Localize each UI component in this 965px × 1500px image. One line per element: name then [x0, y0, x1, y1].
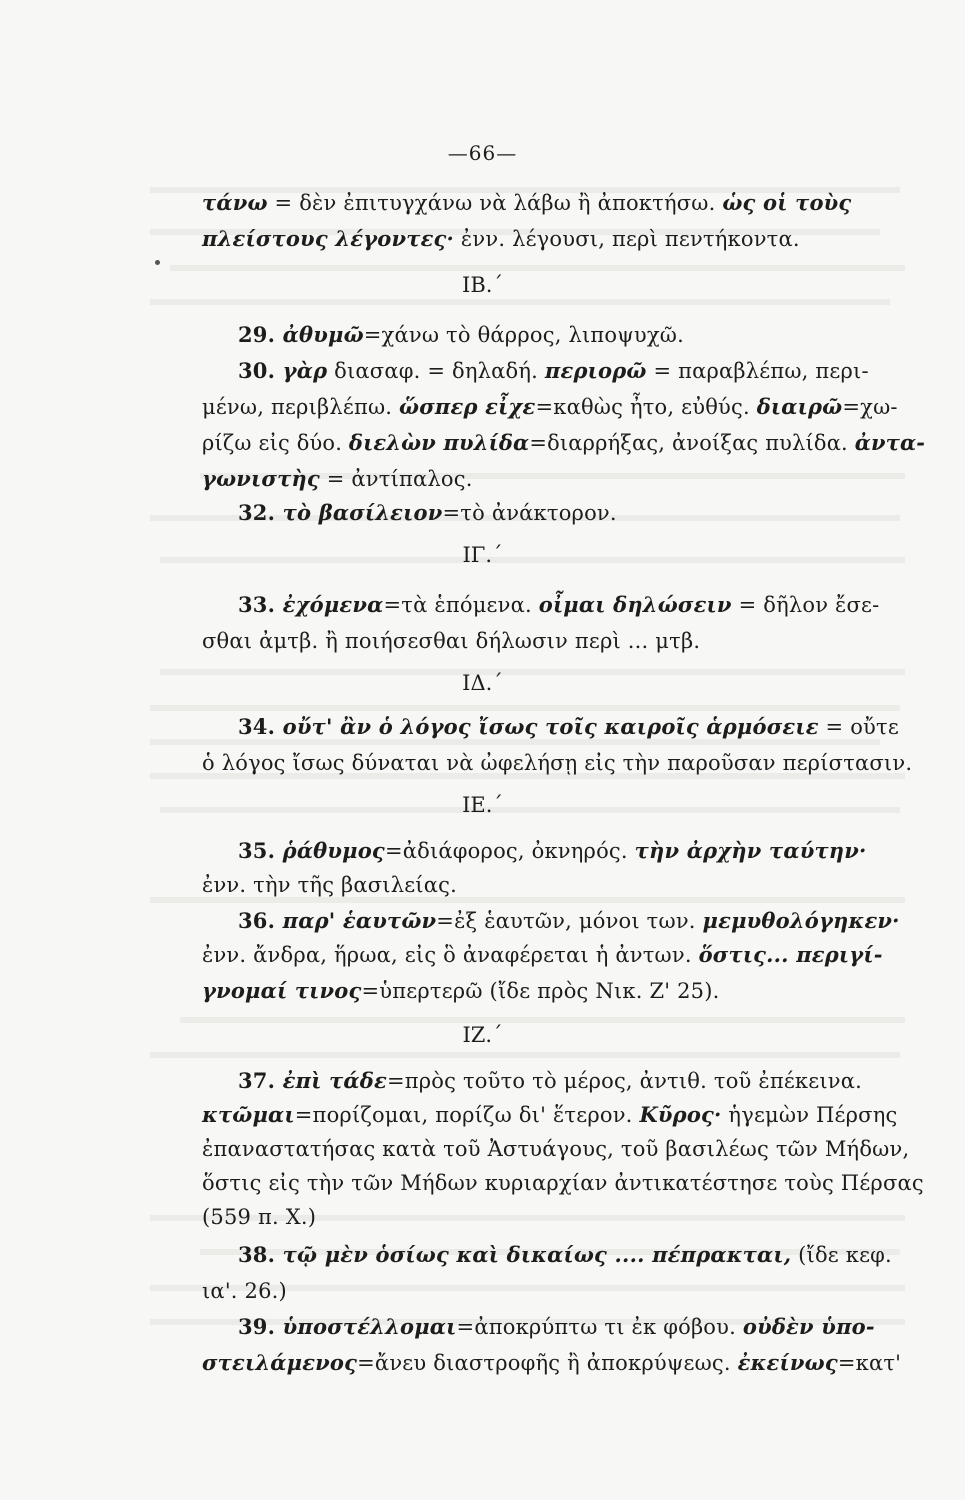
gloss: σθαι ἀμτβ. ἢ ποιήσεσθαι δήλωσιν περὶ ... μτβ.	[202, 629, 701, 653]
gloss: ὁ λόγος ἴσως δύναται νὰ ὠφελήσῃ εἰς τὴν παροῦσαν περίστασιν.	[202, 751, 913, 775]
gloss: διασαφ. = δηλαδή.	[327, 359, 545, 383]
lemma: μεμυθολόγηκεν·	[702, 908, 900, 933]
text-line-9	[238, 590, 879, 620]
text-line-15	[238, 906, 900, 936]
gloss: =χάνω τὸ θάρρος, λιποψυχῶ.	[363, 323, 684, 347]
note-number: 30.	[238, 358, 283, 383]
lemma: στειλάμενος	[202, 1350, 358, 1375]
lemma: ἀθυμῶ	[282, 322, 364, 347]
lemma: τὴν ἀρχὴν ταύτην·	[634, 838, 867, 863]
gloss: ρίζω εἰς δύο.	[202, 431, 349, 455]
text-line-24	[202, 1276, 287, 1306]
text-line-3	[238, 320, 684, 350]
lemma: διαιρῶ	[756, 394, 843, 419]
text-line-21	[202, 1168, 924, 1198]
gloss: = οὔτε	[818, 715, 899, 739]
gloss: μένω, περιβλέπω.	[202, 395, 400, 419]
text-line-2	[202, 224, 800, 254]
text-line-13	[238, 836, 867, 866]
lemma: ἐκείνως	[737, 1350, 838, 1375]
gloss: (559 π. Χ.)	[202, 1205, 317, 1229]
text-line-25	[238, 1312, 875, 1342]
lemma: τάνω	[202, 190, 268, 215]
lemma: ἀντα-	[854, 430, 926, 455]
text-line-26	[202, 1348, 901, 1378]
note-number: 34.	[238, 714, 283, 739]
text-line-18	[238, 1066, 862, 1096]
text-line-16	[202, 940, 883, 970]
note-number: 36.	[238, 908, 283, 933]
section-heading-ib: ΙΒ.´	[462, 273, 503, 297]
note-number: 39.	[238, 1314, 283, 1339]
text-line-22	[202, 1202, 316, 1232]
lemma: οὔτ' ἂν ὁ λόγος ἴσως τοῖς καιροῖς ἁρμόσειε	[282, 714, 819, 739]
text-line-14	[202, 870, 457, 900]
gloss: ια'. 26.)	[202, 1279, 287, 1303]
gloss: =τὰ ἑπόμενα.	[383, 593, 539, 617]
lemma: ῥάθυμος	[282, 838, 385, 863]
gloss: =πρὸς τοῦτο τὸ μέρος, ἀντιθ. τοῦ ἐπέκεινα.	[386, 1069, 862, 1093]
gloss: = δὲν ἐπιτυγχάνω νὰ λάβω ἢ ἀποκτήσω.	[267, 191, 723, 215]
section-heading-iz: ΙΖ.´	[462, 1023, 503, 1047]
note-number: 33.	[238, 592, 283, 617]
text-line-10	[202, 626, 700, 656]
lemma: ὑποστέλλομαι	[282, 1314, 457, 1339]
gloss: ἡγεμὼν Πέρσης	[721, 1103, 898, 1127]
gloss: ἐνν. ἄνδρα, ἥρωα, εἰς ὃ ἀναφέρεται ἡ ἀντων.	[202, 943, 699, 967]
lemma: κτῶμαι	[202, 1102, 295, 1127]
text-line-8	[238, 498, 617, 528]
gloss: =διαρρήξας, ἀνοίξας πυλίδα.	[529, 431, 855, 455]
text-line-7	[202, 464, 473, 494]
text-line-12	[202, 748, 912, 778]
gloss: = δῆλον ἔσε-	[731, 593, 880, 617]
page-number: —66—	[447, 141, 518, 165]
section-heading-ie: ΙΕ.´	[462, 793, 503, 817]
gloss: = ἀντίπαλος.	[319, 467, 473, 491]
lemma: γὰρ	[282, 358, 328, 383]
gloss: = παραβλέπω, περι-	[646, 359, 869, 383]
lemma: ὡς οἱ τοὺς	[722, 190, 852, 215]
gloss: =ἐξ ἑαυτῶν, μόνοι των.	[436, 909, 703, 933]
note-number: 38.	[238, 1242, 283, 1267]
text-line-19	[202, 1100, 897, 1130]
note-number: 37.	[238, 1068, 283, 1093]
lemma: γωνιστὴς	[202, 466, 320, 491]
section-heading-ig: ΙΓ.´	[462, 543, 503, 567]
text-line-6	[202, 428, 925, 458]
note-number: 32.	[238, 500, 283, 525]
lemma: περιορῶ	[544, 358, 647, 383]
text-line-4	[238, 356, 869, 386]
lemma: ὅστις... περιγί-	[698, 942, 883, 967]
lemma: ὥσπερ εἶχε	[399, 394, 536, 419]
text-line-17	[202, 976, 720, 1006]
text-line-23	[238, 1240, 892, 1270]
text-line-1	[202, 188, 851, 218]
gloss: =χω-	[842, 395, 898, 419]
lemma: Κῦρος·	[639, 1102, 722, 1127]
lemma: πλείστους λέγοντες·	[202, 226, 455, 251]
gloss: ἐπαναστατήσας κατὰ τοῦ Ἀστυάγους, τοῦ βασιλέως τῶν Μήδων,	[202, 1137, 910, 1161]
text-line-20	[202, 1134, 909, 1164]
section-heading-id: ΙΔ.´	[462, 671, 503, 695]
gloss: ἐνν. λέγουσι, περὶ πεντήκοντα.	[454, 227, 800, 251]
text-line-5	[202, 392, 898, 422]
lemma: τῷ μὲν ὁσίως καὶ δικαίως .... πέπρακται,	[282, 1242, 792, 1267]
lemma: οἶμαι δηλώσειν	[538, 592, 732, 617]
note-number: 35.	[238, 838, 283, 863]
gloss: ἐνν. τὴν τῆς βασιλείας.	[202, 873, 457, 897]
text-line-11	[238, 712, 899, 742]
lemma: γνομαί τινος	[202, 978, 362, 1003]
gloss: =τὸ ἀνάκτορον.	[442, 501, 617, 525]
gloss: =ἀποκρύπτω τι ἐκ φόβου.	[456, 1315, 743, 1339]
gloss: =κατ'	[837, 1351, 902, 1375]
gloss: =καθὼς ἦτο, εὐθύς.	[535, 395, 757, 419]
lemma: τὸ βασίλειον	[282, 500, 443, 525]
lemma: οὐδὲν ὑπο-	[742, 1314, 875, 1339]
gloss: ὅστις εἰς τὴν τῶν Μήδων κυριαρχίαν ἀντικατέστησε τοὺς Πέρσας	[202, 1171, 924, 1195]
lemma: ἐχόμενα	[282, 592, 384, 617]
gloss: =πορίζομαι, πορίζω δι' ἕτερον.	[294, 1103, 640, 1127]
gloss: =ὑπερτερῶ (ἴδε πρὸς Νικ. Ζ' 25).	[361, 979, 720, 1003]
gloss: =ἀδιάφορος, ὀκνηρός.	[384, 839, 635, 863]
note-number: 29.	[238, 322, 283, 347]
gloss: (ἴδε κεφ.	[791, 1243, 892, 1267]
gloss: =ἄνευ διαστροφῆς ἢ ἀποκρύψεως.	[357, 1351, 738, 1375]
lemma: ἐπὶ τάδε	[282, 1068, 387, 1093]
lemma: διελὼν πυλίδα	[348, 430, 530, 455]
lemma: παρ' ἑαυτῶν	[282, 908, 437, 933]
